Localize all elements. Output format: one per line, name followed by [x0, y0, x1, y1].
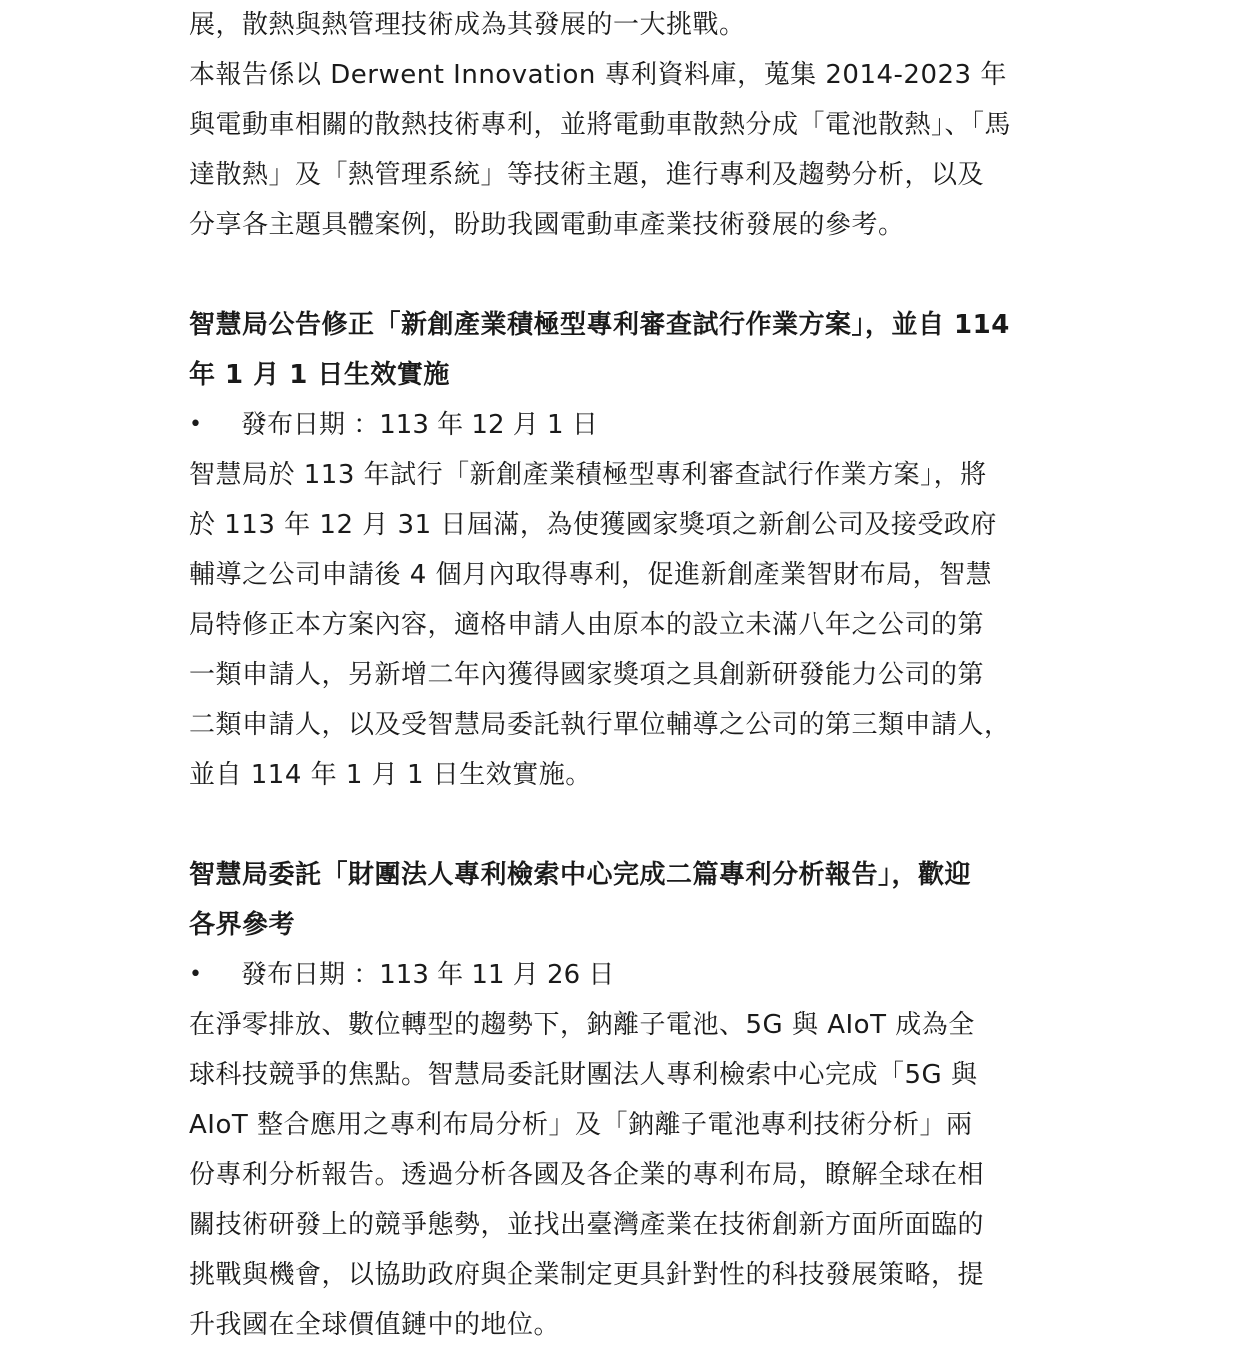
article-body-line: 升我國在全球價值鏈中的地位。: [189, 1310, 561, 1340]
article-title-line: 智慧局公告修正「新創產業積極型專利審查試行作業方案」，並自 114: [189, 310, 1010, 340]
article-body-line: 挑戰與機會，以協助政府與企業制定更具針對性的科技發展策略，提: [189, 1260, 985, 1290]
publish-date-item: [189, 400, 1059, 450]
publish-date: 發布日期 ：113 年 11 月 26 日: [241, 960, 615, 990]
article-body-line: 球科技競爭的焦點。智慧局委託財團法人專利檢索中心完成「5G 與: [189, 1060, 978, 1090]
article-body-line: 智慧局於 113 年試行「新創產業積極型專利審查試行作業方案」，將: [189, 460, 987, 490]
article-body-line: 並自 114 年 1 月 1 日生效實施。: [189, 760, 592, 790]
document-page: [189, 0, 1059, 1350]
intro-line: 本報告係以 Derwent Innovation 專利資料庫，蒐集 2014-2023 年: [189, 60, 1007, 90]
publish-date: 發布日期 ：113 年 12 月 1 日: [241, 410, 598, 440]
article-title-line: 智慧局委託「財團法人專利檢索中心完成二篇專利分析報告」，歡迎: [189, 860, 972, 890]
bullet-icon: •: [189, 962, 202, 987]
article-body: [189, 450, 1059, 800]
article-title-line: 各界參考: [189, 910, 296, 940]
article-body-line: 在淨零排放、數位轉型的趨勢下，鈉離子電池、5G 與 AIoT 成為全: [189, 1010, 975, 1040]
publish-date-item: [189, 950, 1059, 1000]
article-body-line: 關技術研發上的競爭態勢，並找出臺灣產業在技術創新方面所面臨的: [189, 1210, 985, 1240]
article-body-line: 一類申請人，另新增二年內獲得國家獎項之具創新研發能力公司的第: [189, 660, 985, 690]
article-patent-analysis-reports: [189, 850, 1059, 1350]
article-body-line: 於 113 年 12 月 31 日屆滿，為使獲國家獎項之新創公司及接受政府: [189, 510, 997, 540]
section-spacer: [189, 250, 1059, 300]
bullet-icon: •: [189, 412, 202, 437]
article-body: [189, 1000, 1059, 1350]
article-startup-patent-program: [189, 300, 1059, 800]
article-body-line: 份專利分析報告。透過分析各國及各企業的專利布局，瞭解全球在相: [189, 1160, 985, 1190]
article-title: [189, 300, 1059, 400]
article-title: [189, 850, 1059, 950]
intro-line: 與電動車相關的散熱技術專利，並將電動車散熱分成「電池散熱」、「馬: [189, 110, 1012, 140]
section-spacer: [189, 800, 1059, 850]
intro-line: 展，散熱與熱管理技術成為其發展的一大挑戰。: [189, 10, 746, 40]
article-body-line: 局特修正本方案內容，適格申請人由原本的設立未滿八年之公司的第: [189, 610, 985, 640]
article-body-line: 二類申請人，以及受智慧局委託執行單位輔導之公司的第三類申請人，: [189, 710, 1011, 740]
article-title-line: 年 1 月 1 日生效實施: [189, 360, 450, 390]
intro-paragraph: [189, 0, 1059, 250]
article-body-line: 輔導之公司申請後 4 個月內取得專利，促進新創產業智財布局，智慧: [189, 560, 993, 590]
article-body-line: AIoT 整合應用之專利布局分析」及「鈉離子電池專利技術分析」兩: [189, 1110, 973, 1140]
intro-line: 分享各主題具體案例，盼助我國電動車產業技術發展的參考。: [189, 210, 905, 240]
intro-line: 達散熱」及「熱管理系統」等技術主題，進行專利及趨勢分析，以及: [189, 160, 985, 190]
